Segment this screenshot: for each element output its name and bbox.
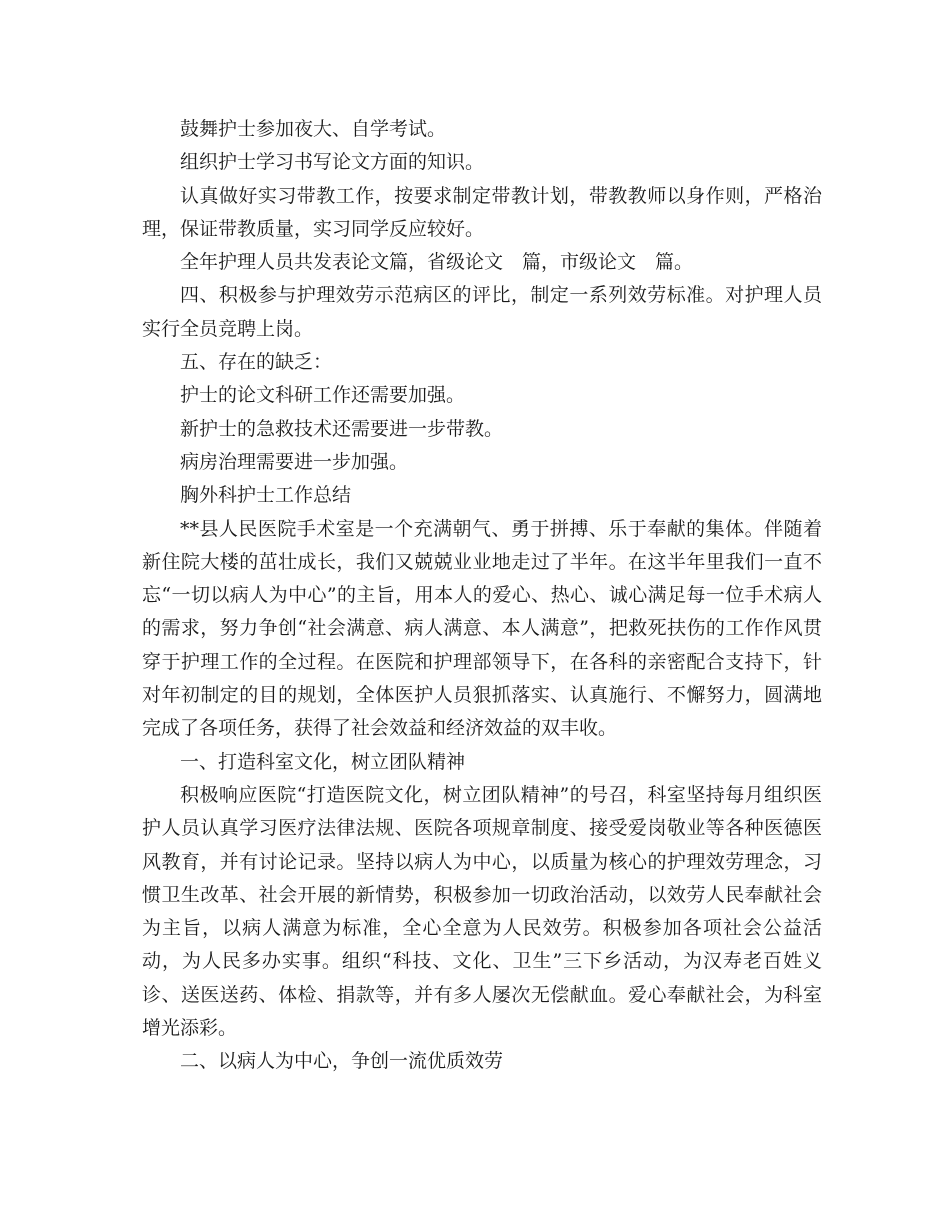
section-heading: 五、存在的缺乏：: [180, 351, 333, 374]
paragraph: 病房治理需要进一步加强。: [180, 450, 409, 473]
paragraph: 鼓舞护士参加夜大、自学考试。: [180, 118, 447, 140]
paragraph: 积极响应医院“打造医院文化，树立团队精神”的号召，科室坚持每月组织医护人员认真学习医疗法律法规、医院各项规章制度、接受爱岗敬业等各种医德医风教育，并有讨论记录。坚持以病人为中心，以质量为核心的护理效劳理念，习惯卫生改革、社会开展的新情势，积极参加一切政治活动，以效劳人民奉献社会为主旨，以病人满意为标准，全心全意为人民效劳。积极参加各项社会公益活动，为人民多办实事。组织“科技、文化、卫生”三下乡活动，为汉寿老百姓义诊、送医送药、体检、捐款等，并有多人屡次无偿献血。爱心奉献社会，为科室增光添彩。: [142, 783, 822, 1040]
paragraph: 全年护理人员共发表论文篇，省级论文 篇，市级论文 篇。: [180, 251, 694, 274]
paragraph: 护士的论文科研工作还需要加强。: [180, 384, 466, 407]
document-title: 胸外科护士工作总结: [180, 484, 352, 507]
section-heading: 一、打造科室文化，树立团队精神: [180, 750, 466, 773]
document-body: [142, 113, 822, 1079]
section-heading: 二、以病人为中心，争创一流优质效劳: [180, 1050, 504, 1073]
paragraph: 认真做好实习带教工作，按要求制定带教计划，带教教师以身作则，严格治理，保证带教质量，实习同学反应较好。: [142, 184, 822, 240]
paragraph: **县人民医院手术室是一个充满朝气、勇于拼搏、乐于奉献的集体。伴随着新住院大楼的茁壮成长，我们又兢兢业业地走过了半年。在这半年里我们一直不忘“一切以病人为中心”的主旨，用本人的爱心、热心、诚心满足每一位手术病人的需求，努力争创“社会满意、病人满意、本人满意”，把救死扶伤的工作作风贯穿于护理工作的全过程。在医院和护理部领导下，在各科的亲密配合支持下，针对年初制定的目的规划，全体医护人员狠抓落实、认真施行、不懈努力，圆满地完成了各项任务，获得了社会效益和经济效益的双丰收。: [142, 517, 822, 740]
paragraph: 四、积极参与护理效劳示范病区的评比，制定一系列效劳标准。对护理人员实行全员竞聘上岗。: [142, 284, 822, 340]
paragraph: 组织护士学习书写论文方面的知识。: [180, 151, 485, 174]
paragraph: 新护士的急救技术还需要进一步带教。: [180, 417, 504, 440]
